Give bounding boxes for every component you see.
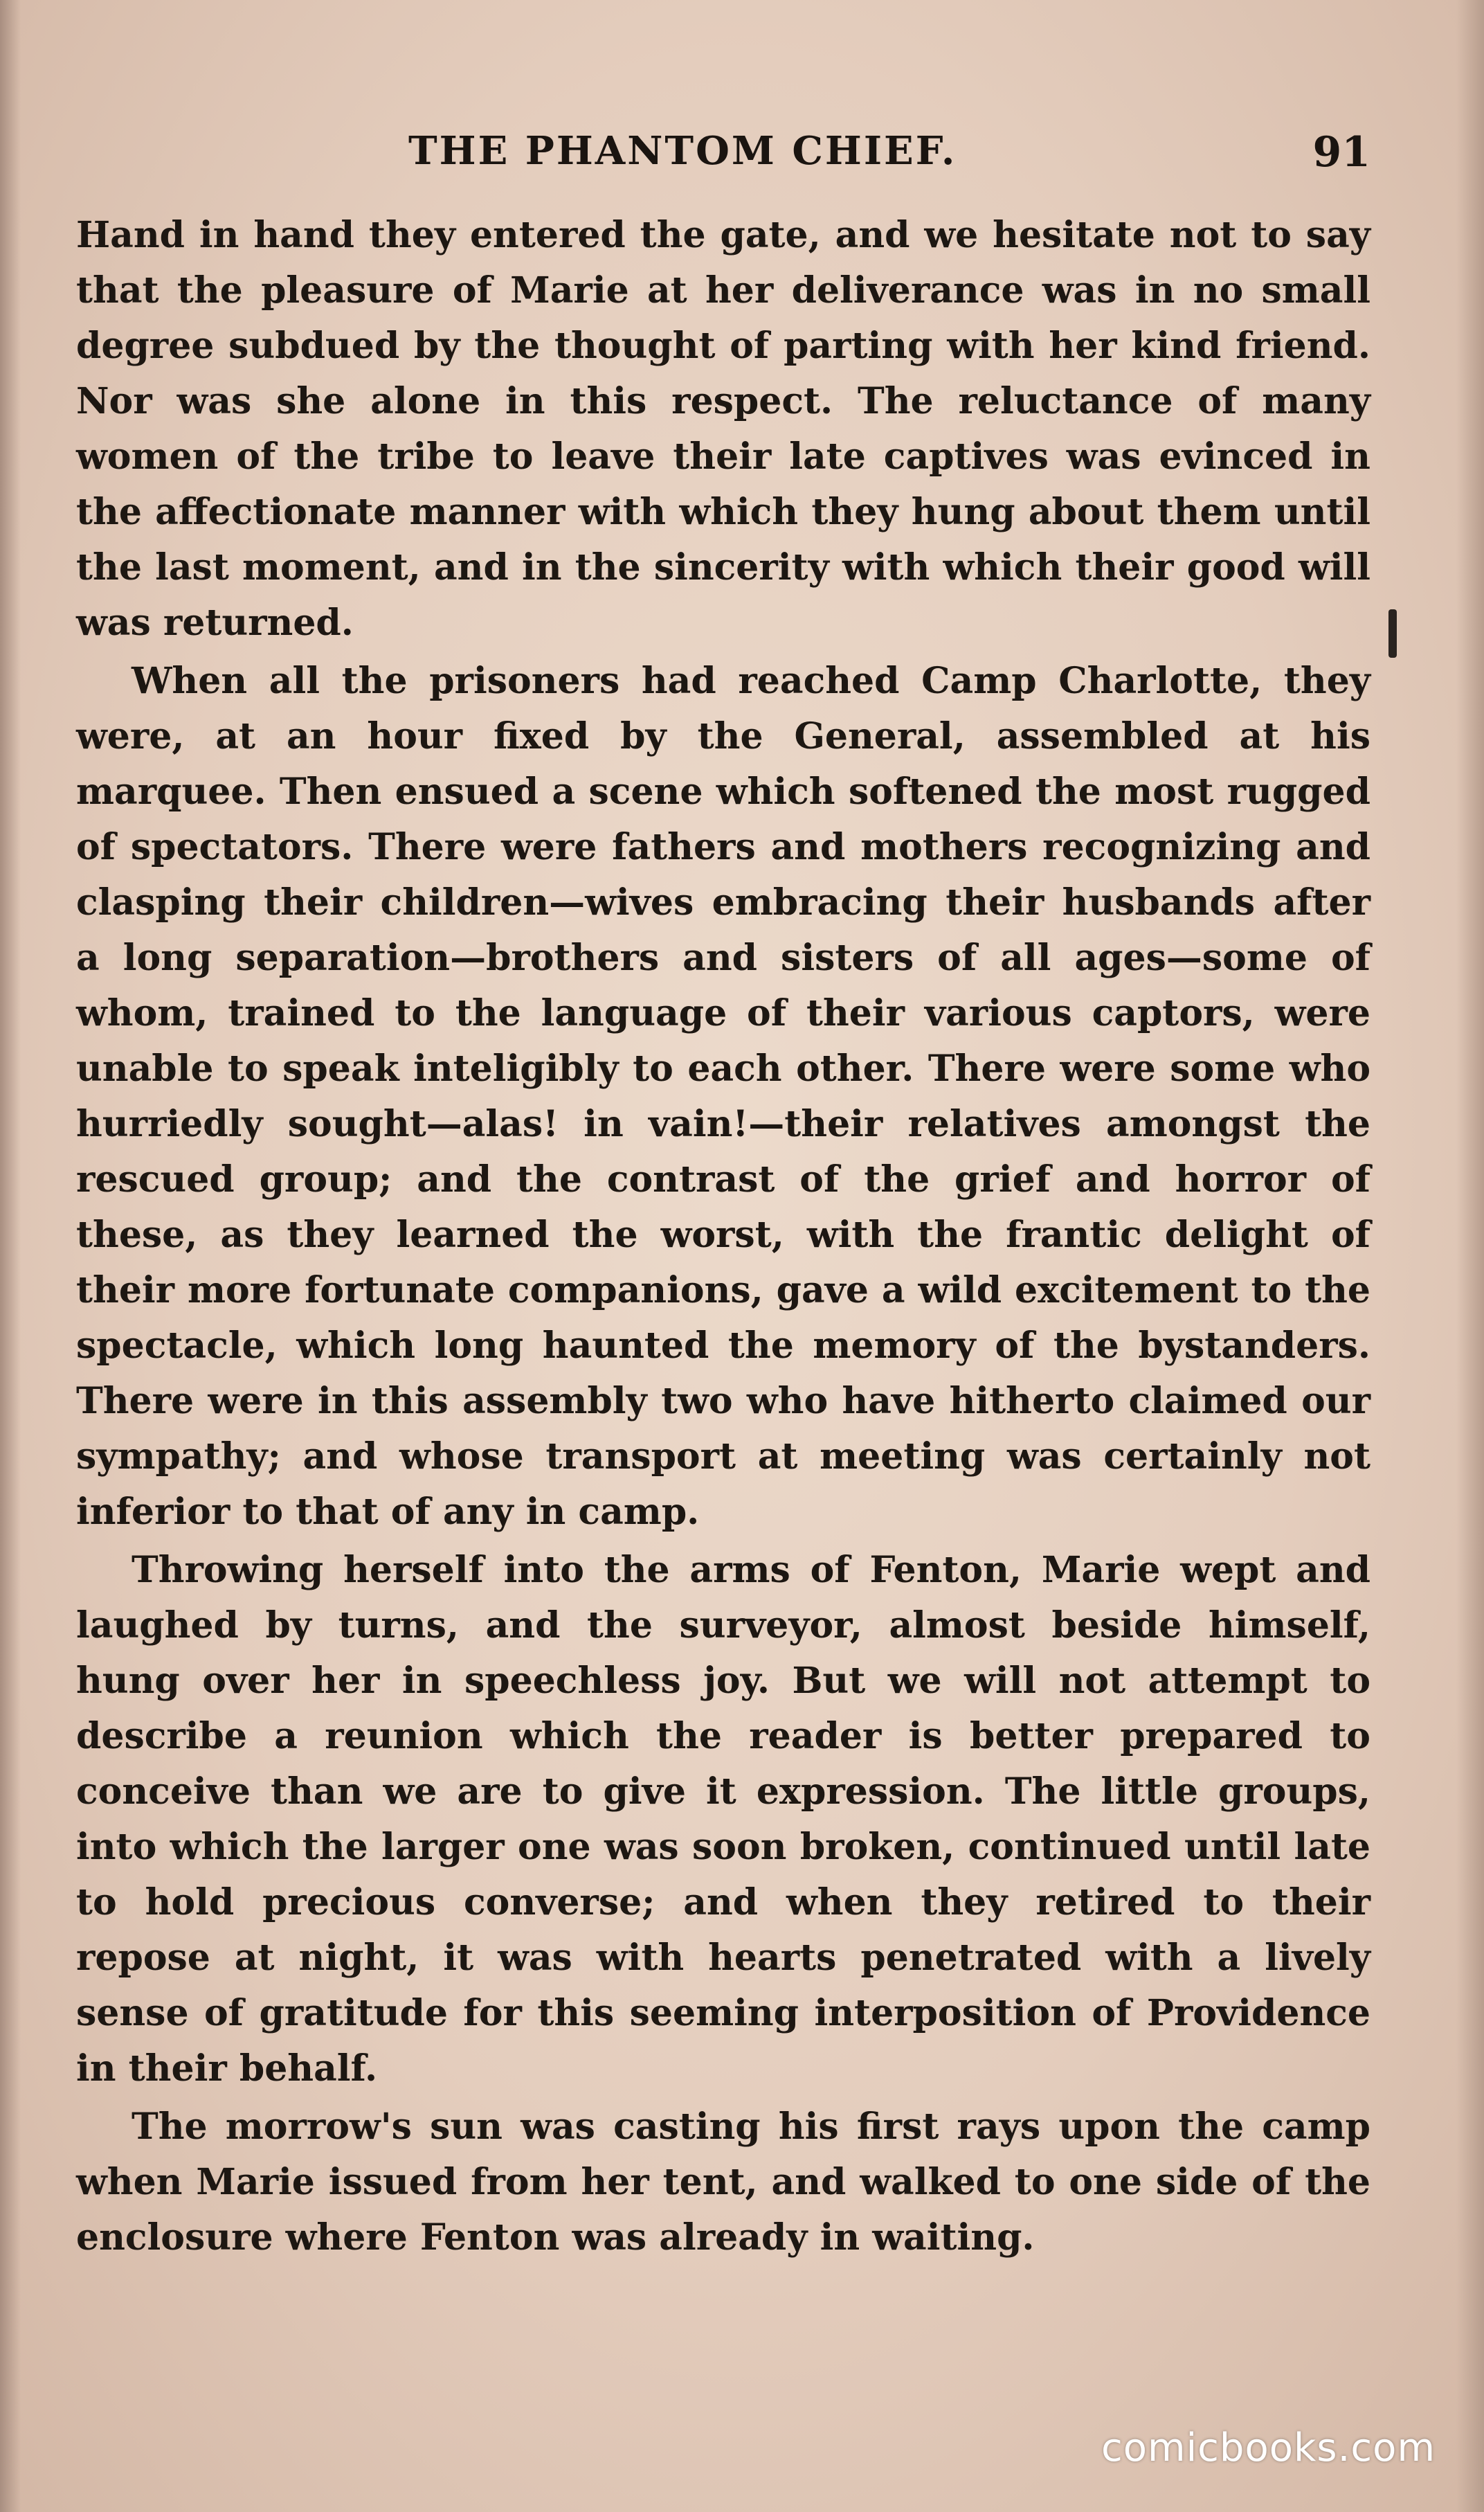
paragraph-2: When all the prisoners had reached Camp Charlotte, they were, at an hour fixed by the General, assembled at his marquee. Then ensued a scene which softened the most rugged of spectators. There were fathers and mothers recognizing and clasping their children—wives embracing their husbands after a long separation—brothers and sisters of all ages—some of whom, trained to the language of their various captors, were unable to speak inteligibly to each other. There were some who hurriedly sought—alas! in vain!—their relatives amongst the rescued group; and the contrast of the grief and horror of these, as they learned the worst, with the frantic delight of their more fortunate companions, gave a wild excitement to the spectacle, which long haunted the memory of the bystanders. There were in this assembly two who have hitherto claimed our sympathy; and whose transport at meeting was certainly not inferior to that of any in camp. [76,660,1370,1533]
paragraph-3: Throwing herself into the arms of Fenton, Marie wept and laughed by turns, and the surveyor, almost beside himself, hung over her in speechless joy. But we will not attempt to describe a reunion which the reader is better prepared to conceive than we are to give it expression. The little groups, into which the larger one was soon broken, continued until late to hold precious converse; and when they retired to their repose at night, it was with hearts penetrated with a lively sense of gratitude for this seeming interposition of Providence in their behalf. [76,1549,1370,2090]
running-head [76,128,1370,183]
margin-ink-mark [1388,609,1397,658]
body-text [76,208,1370,2268]
page-right-edge-shadow [1456,0,1484,2512]
page-left-edge-shadow [0,0,21,2512]
paragraph-1: Hand in hand they entered the gate, and we hesitate not to say that the pleasure of Marie at her deliverance was in no small degree subdued by the thought of parting with her kind friend. Nor was she alone in this respect. The reluctance of many women of the tribe to leave their late captives was evinced in the affectionate manner with which they hung about them until the last moment, and in the sincerity with which their good will was returned. [76,214,1370,644]
watermark: comicbooks.com [1101,2425,1436,2470]
running-title: THE PHANTOM CHIEF. [408,128,957,174]
page-number: 91 [1312,128,1370,177]
paragraph-4: The morrow's sun was casting his first rays upon the camp when Marie issued from her tent, and walked to one side of the enclosure where Fenton was already in waiting. [76,2106,1370,2259]
